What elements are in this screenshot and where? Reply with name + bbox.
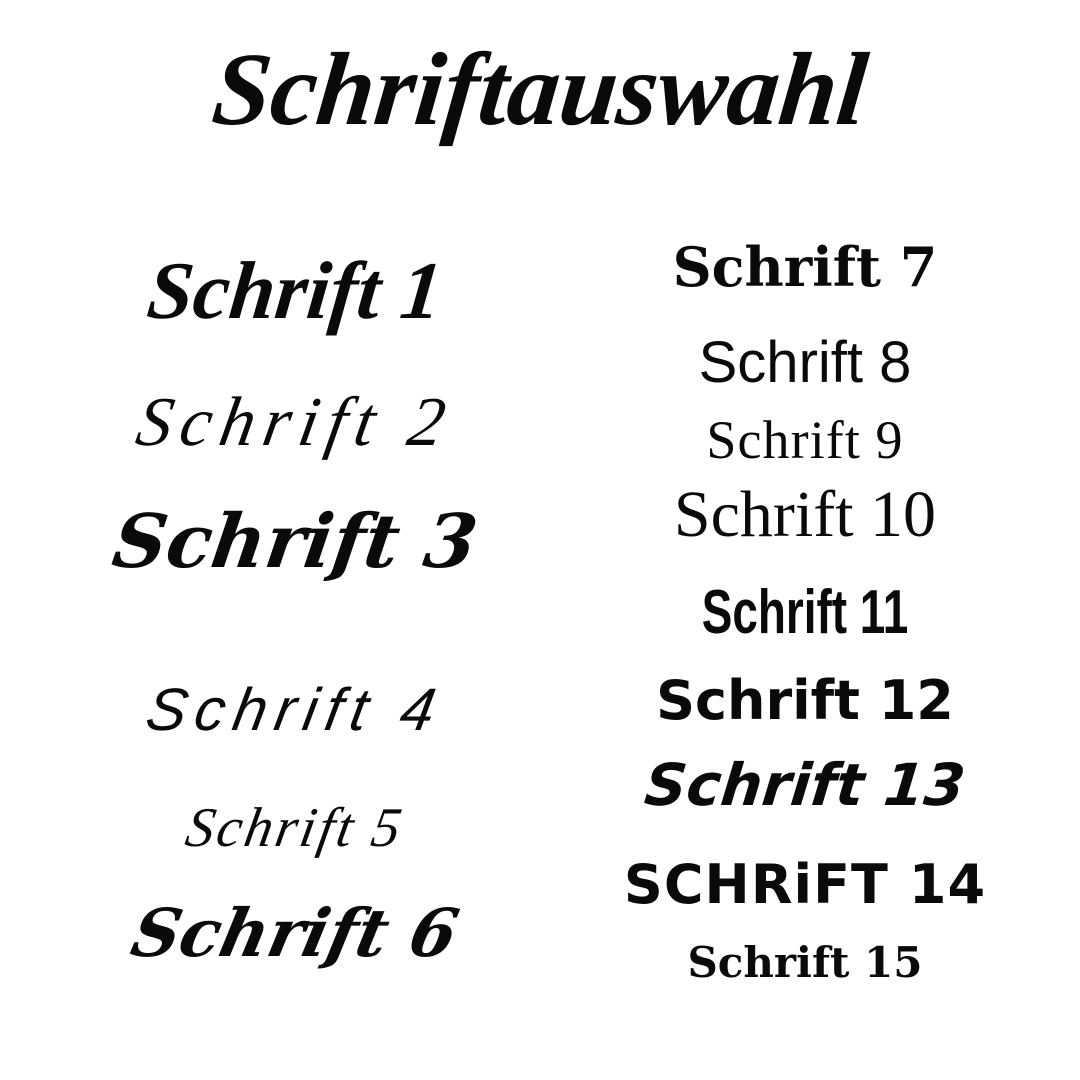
font-sample-10: Schrift 10 <box>673 478 937 551</box>
right-column <box>535 0 1075 1080</box>
font-sample-4: Schrift 4 <box>141 676 449 743</box>
font-sample-15: Schrift 15 <box>687 938 923 987</box>
font-sample-11: Schrift 11 <box>701 578 909 647</box>
font-sample-2: Schrift 2 <box>130 384 460 461</box>
font-sample-14: SCHRiFT 14 <box>623 853 987 916</box>
font-sample-1: Schrift 1 <box>143 245 447 336</box>
font-sample-3: Schrift 3 <box>107 499 483 585</box>
font-sample-12: Schrift 12 <box>656 669 954 732</box>
font-sample-6: Schrift 6 <box>124 894 466 972</box>
font-sample-9: Schrift 9 <box>706 410 904 470</box>
font-sample-7: Schrift 7 <box>672 235 938 299</box>
font-sample-13: Schrift 13 <box>641 751 969 819</box>
left-column <box>25 0 565 1080</box>
font-sample-5: Schrift 5 <box>181 797 409 859</box>
font-sample-8: Schrift 8 <box>698 330 912 395</box>
page-title: Schriftauswahl <box>207 32 873 147</box>
